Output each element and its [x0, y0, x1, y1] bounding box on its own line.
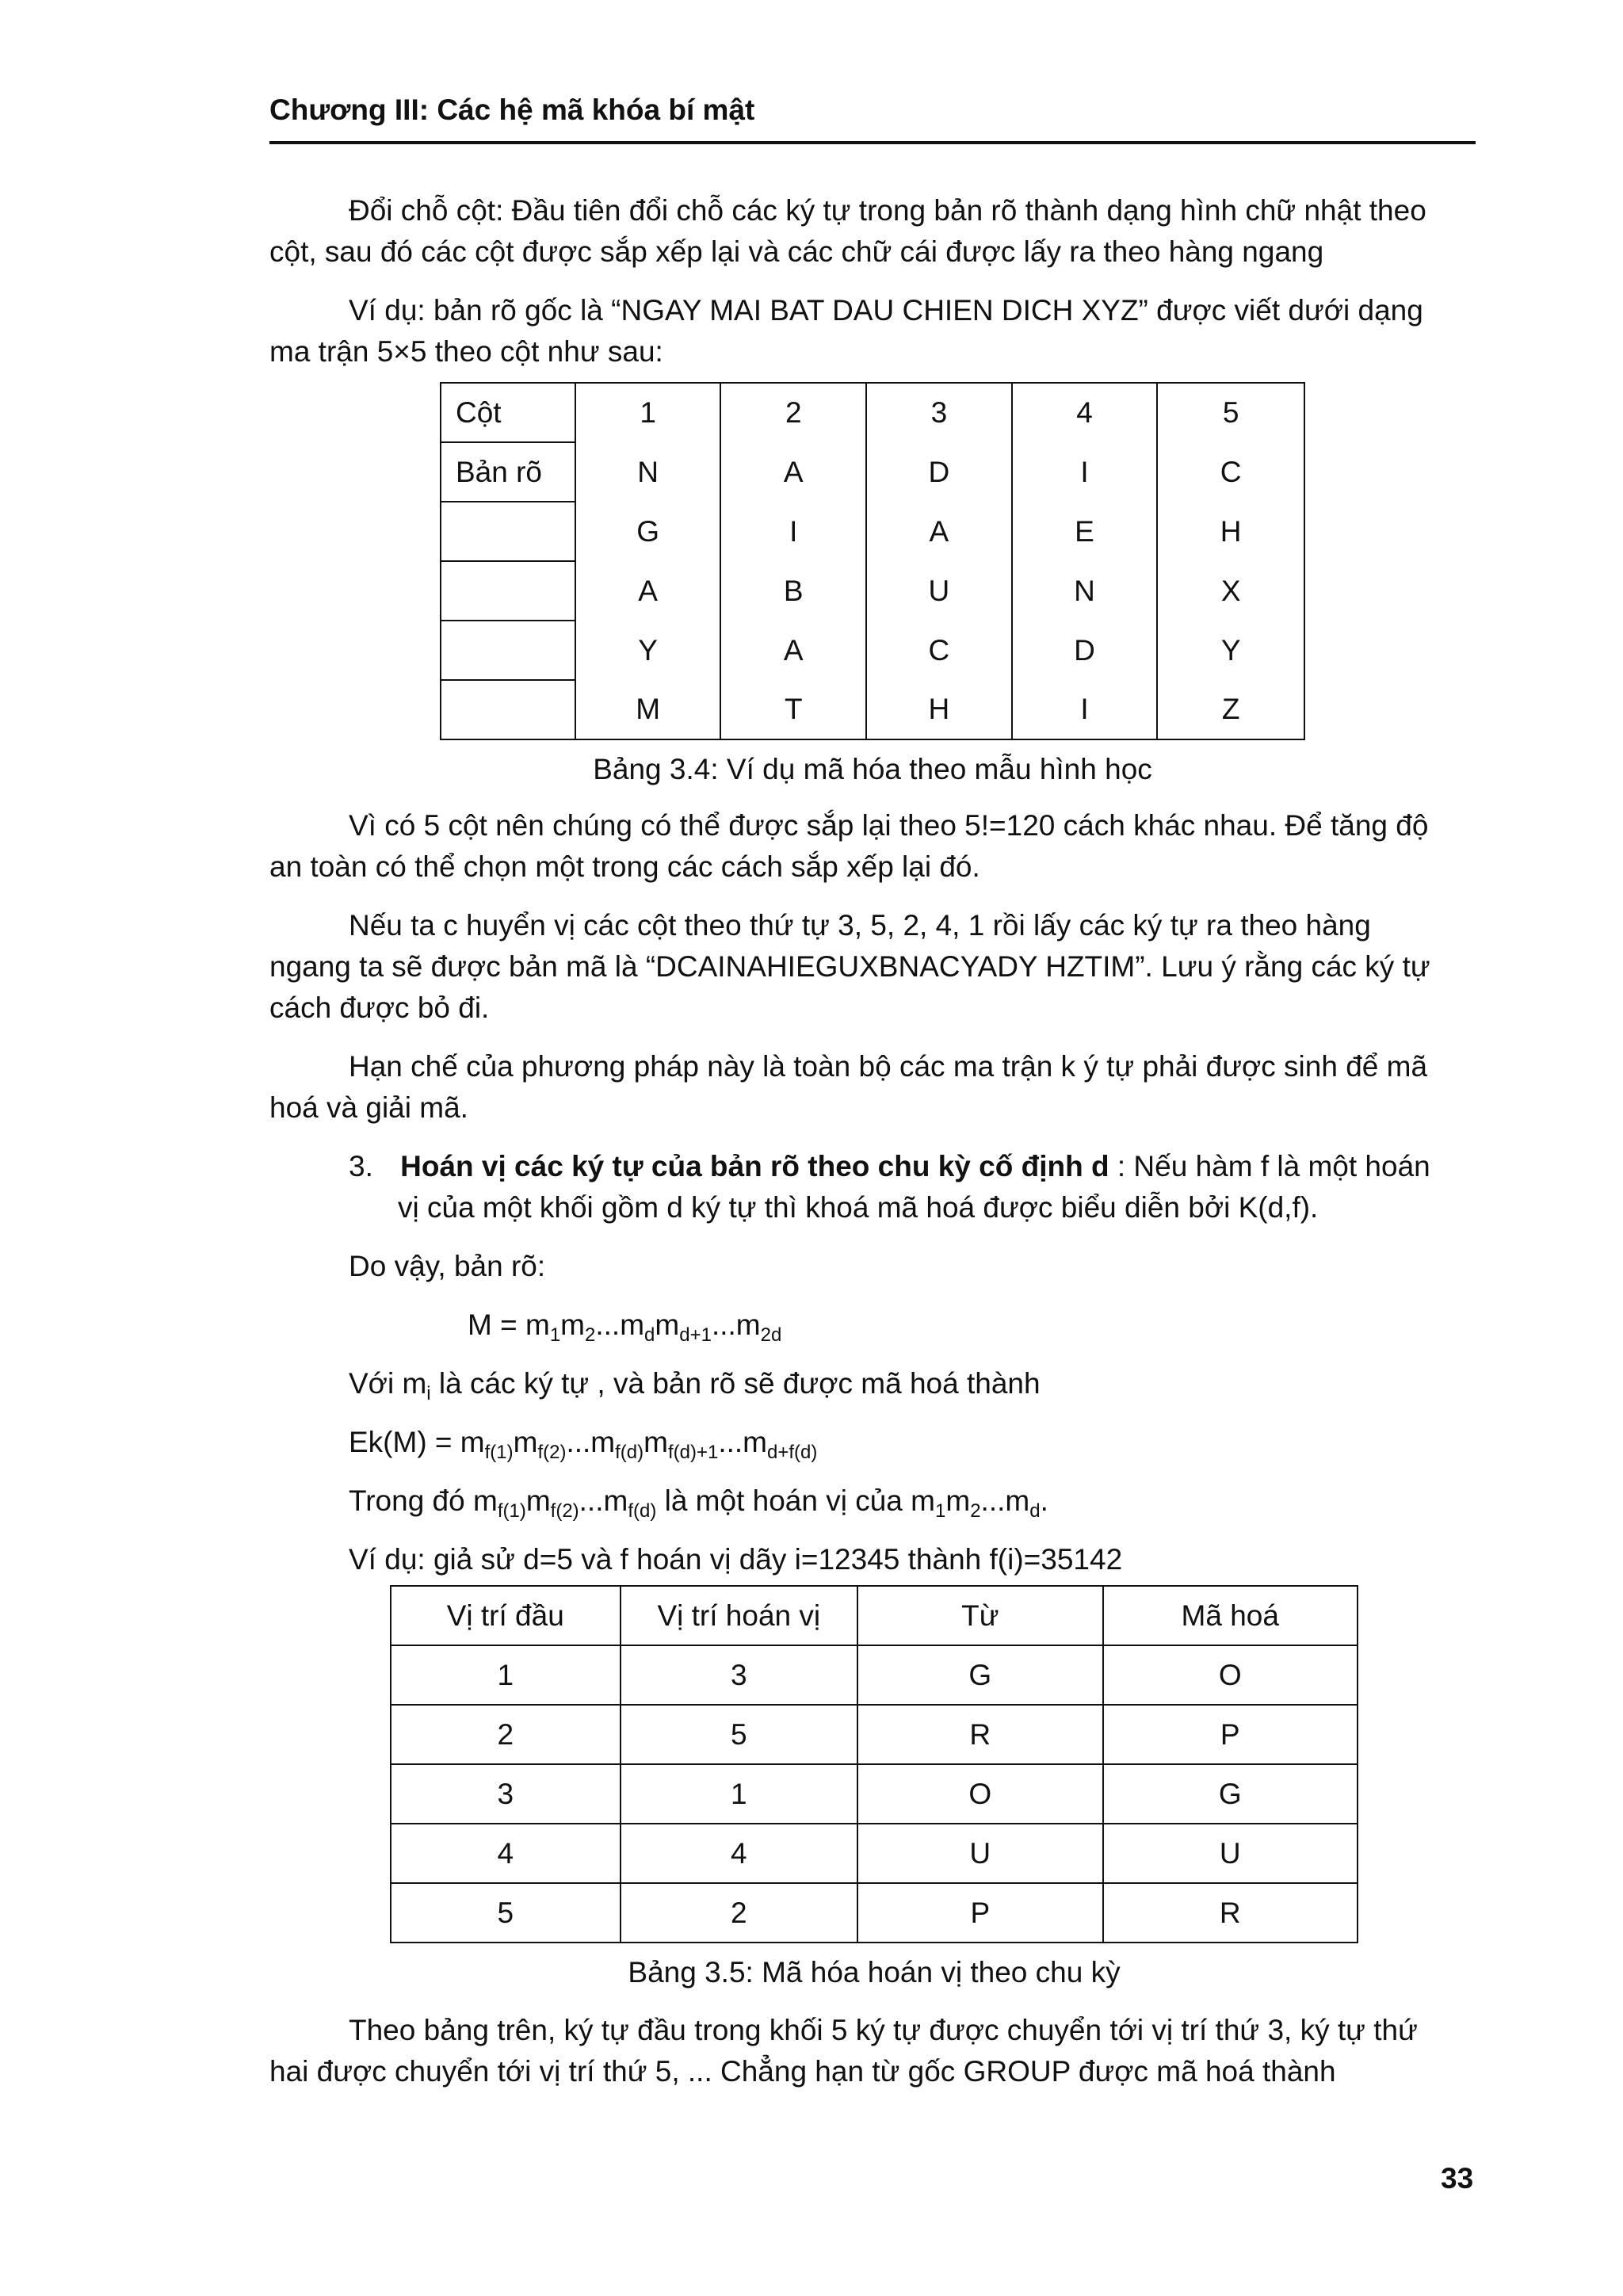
para-plaintext: Do vậy, bản rõ:	[349, 1250, 546, 1282]
table-row	[441, 680, 1304, 739]
table-cell: Y	[575, 621, 721, 680]
table-cell: Cột	[441, 383, 575, 442]
table-periodic-permutation	[390, 1585, 1358, 1943]
table-header-cell: Mã hoá	[1103, 1586, 1358, 1645]
table-cell: N	[1012, 561, 1158, 621]
table-cell: G	[1103, 1764, 1358, 1824]
table-cell: 1	[391, 1645, 621, 1705]
table-cell: O	[857, 1764, 1102, 1824]
table-row	[441, 561, 1304, 621]
table-header-row	[391, 1586, 1358, 1645]
para-example-d5: Ví dụ: giả sử d=5 và f hoán vị dãy i=12345 thành f(i)=35142	[349, 1543, 1123, 1576]
table-row	[391, 1764, 1358, 1824]
table-cell: I	[1012, 680, 1158, 739]
para-cipher-line1: Nếu ta c huyển vị các cột theo thứ tự 3, 5, 2, 4, 1 rồi lấy các ký tự ra theo hàng	[349, 909, 1371, 942]
para-explanation-line2: hai được chuyển tới vị trí thứ 5, ... Chẳng hạn từ gốc GROUP được mã hoá thành	[269, 2055, 1336, 2088]
table-cell: 5	[1157, 383, 1304, 442]
table-row	[441, 502, 1304, 561]
table-cell: U	[857, 1824, 1102, 1883]
list-item-heading: Hoán vị các ký tự của bản rõ theo chu kỳ cố định d	[400, 1150, 1109, 1182]
para-example-line2: ma trận 5×5 theo cột như sau:	[269, 335, 663, 368]
table-cell: 1	[621, 1764, 858, 1824]
table-cell: M	[575, 680, 721, 739]
table-row	[441, 442, 1304, 502]
table-cell: O	[1103, 1645, 1358, 1705]
table2-caption: Bảng 3.5: Mã hóa hoán vị theo chu kỳ	[628, 1956, 1121, 1988]
table-row-label: Bản rõ	[441, 442, 575, 502]
table-cell: I	[720, 502, 866, 561]
table-cell: P	[857, 1883, 1102, 1943]
para-column-swap-line2: cột, sau đó các cột được sắp xếp lại và các chữ cái được lấy ra theo hàng ngang	[269, 235, 1324, 268]
table-row	[391, 1705, 1358, 1764]
para-cipher-line2: ngang ta sẽ được bản mã là “DCAINAHIEGUXBNACYADY HZTIM”. Lưu ý rằng các ký tự	[269, 950, 1430, 983]
para-permutations-line1: Vì có 5 cột nên chúng có thể được sắp lại theo 5!=120 cách khác nhau. Để tăng độ	[349, 809, 1429, 842]
table-cell: Z	[1157, 680, 1304, 739]
table-cell: A	[866, 502, 1012, 561]
table-row	[391, 1645, 1358, 1705]
page-number: 33	[1441, 2162, 1474, 2195]
table-cell: R	[857, 1705, 1102, 1764]
table-cell: G	[575, 502, 721, 561]
table-header-cell: Vị trí hoán vị	[621, 1586, 858, 1645]
table-cell: 3	[621, 1645, 858, 1705]
para-limitation-line2: hoá và giải mã.	[269, 1091, 468, 1124]
table-cell: I	[1012, 442, 1158, 502]
table-cell: A	[720, 442, 866, 502]
table-row	[391, 1824, 1358, 1883]
table-row	[441, 621, 1304, 680]
table-cell: A	[575, 561, 721, 621]
table-cell: C	[1157, 442, 1304, 502]
table-cell: Y	[1157, 621, 1304, 680]
table-cell: T	[720, 680, 866, 739]
list-item-3-line2: vị của một khối gồm d ký tự thì khoá mã hoá được biểu diễn bởi K(d,f).	[398, 1191, 1319, 1224]
table-cell: G	[857, 1645, 1102, 1705]
table-cell: 2	[720, 383, 866, 442]
table-cell: E	[1012, 502, 1158, 561]
table-header-row	[441, 383, 1304, 442]
table-cell: B	[720, 561, 866, 621]
header-rule	[269, 141, 1476, 144]
table-cell: 3	[391, 1764, 621, 1824]
table-cell: P	[1103, 1705, 1358, 1764]
table-header-cell: Từ	[857, 1586, 1102, 1645]
para-permutations-line2: an toàn có thể chọn một trong các cách sắp xếp lại đó.	[269, 850, 980, 883]
table-cell: 4	[391, 1824, 621, 1883]
table-cell: 4	[621, 1824, 858, 1883]
table-cell: U	[1103, 1824, 1358, 1883]
table-cell	[441, 621, 575, 680]
table-cell: 5	[621, 1705, 858, 1764]
table-cell	[441, 561, 575, 621]
formula-ek: $Ek(M) = m_{f(1)}m_{f(2)}...m_{f(d)}m_{f(d)+1}...m_{d+f(d)}$	[349, 1426, 818, 1463]
table-cell: 3	[866, 383, 1012, 442]
table-cell: 1	[575, 383, 721, 442]
list-number: 3.	[349, 1150, 373, 1182]
list-item-3	[349, 1146, 1430, 1187]
para-explanation-line1: Theo bảng trên, ký tự đầu trong khối 5 ký tự được chuyển tới vị trí thứ 3, ký tự thứ	[349, 2014, 1418, 2046]
table-cell: 5	[391, 1883, 621, 1943]
table-geometric-cipher	[440, 382, 1305, 740]
table-cell: N	[575, 442, 721, 502]
table-cell: D	[866, 442, 1012, 502]
table-cell: A	[720, 621, 866, 680]
table-cell: 4	[1012, 383, 1158, 442]
para-limitation-line1: Hạn chế của phương pháp này là toàn bộ các ma trận k ý tự phải được sinh để mã	[349, 1050, 1428, 1083]
para-permutation-def: Trong đó $m_{f(1)}m_{f(2)}...m_{f(d)}$ là một hoán vị của $m_1m_2...m_d$.	[349, 1484, 1048, 1522]
table1-caption: Bảng 3.4: Ví dụ mã hóa theo mẫu hình học	[593, 753, 1152, 785]
para-example-line1: Ví dụ: bản rõ gốc là “NGAY MAI BAT DAU CHIEN DICH XYZ” được viết dưới dạng	[349, 294, 1423, 327]
table-cell: D	[1012, 621, 1158, 680]
table-cell: U	[866, 561, 1012, 621]
table-cell: R	[1103, 1883, 1358, 1943]
table-cell	[441, 502, 575, 561]
table-cell: 2	[621, 1883, 858, 1943]
table-cell: X	[1157, 561, 1304, 621]
table-cell: H	[866, 680, 1012, 739]
formula-plaintext: $M = m_1m_2...m_dm_{d+1}...m_{2d}$	[468, 1308, 782, 1346]
table-cell	[441, 680, 575, 739]
table-cell: C	[866, 621, 1012, 680]
table-cell: 2	[391, 1705, 621, 1764]
table-cell: H	[1157, 502, 1304, 561]
table-header-cell: Vị trí đầu	[391, 1586, 621, 1645]
para-cipher-line3: cách được bỏ đi.	[269, 991, 490, 1024]
table-row	[391, 1883, 1358, 1943]
para-column-swap-line1: Đổi chỗ cột: Đầu tiên đổi chỗ các ký tự trong bản rõ thành dạng hình chữ nhật theo	[349, 194, 1426, 227]
list-item-text: : Nếu hàm f là một hoán	[1109, 1150, 1430, 1182]
para-encoded: Với $m_i$ là các ký tự , và bản rõ sẽ được mã hoá thành	[349, 1367, 1041, 1404]
chapter-title: Chương III: Các hệ mã khóa bí mật	[269, 94, 755, 126]
